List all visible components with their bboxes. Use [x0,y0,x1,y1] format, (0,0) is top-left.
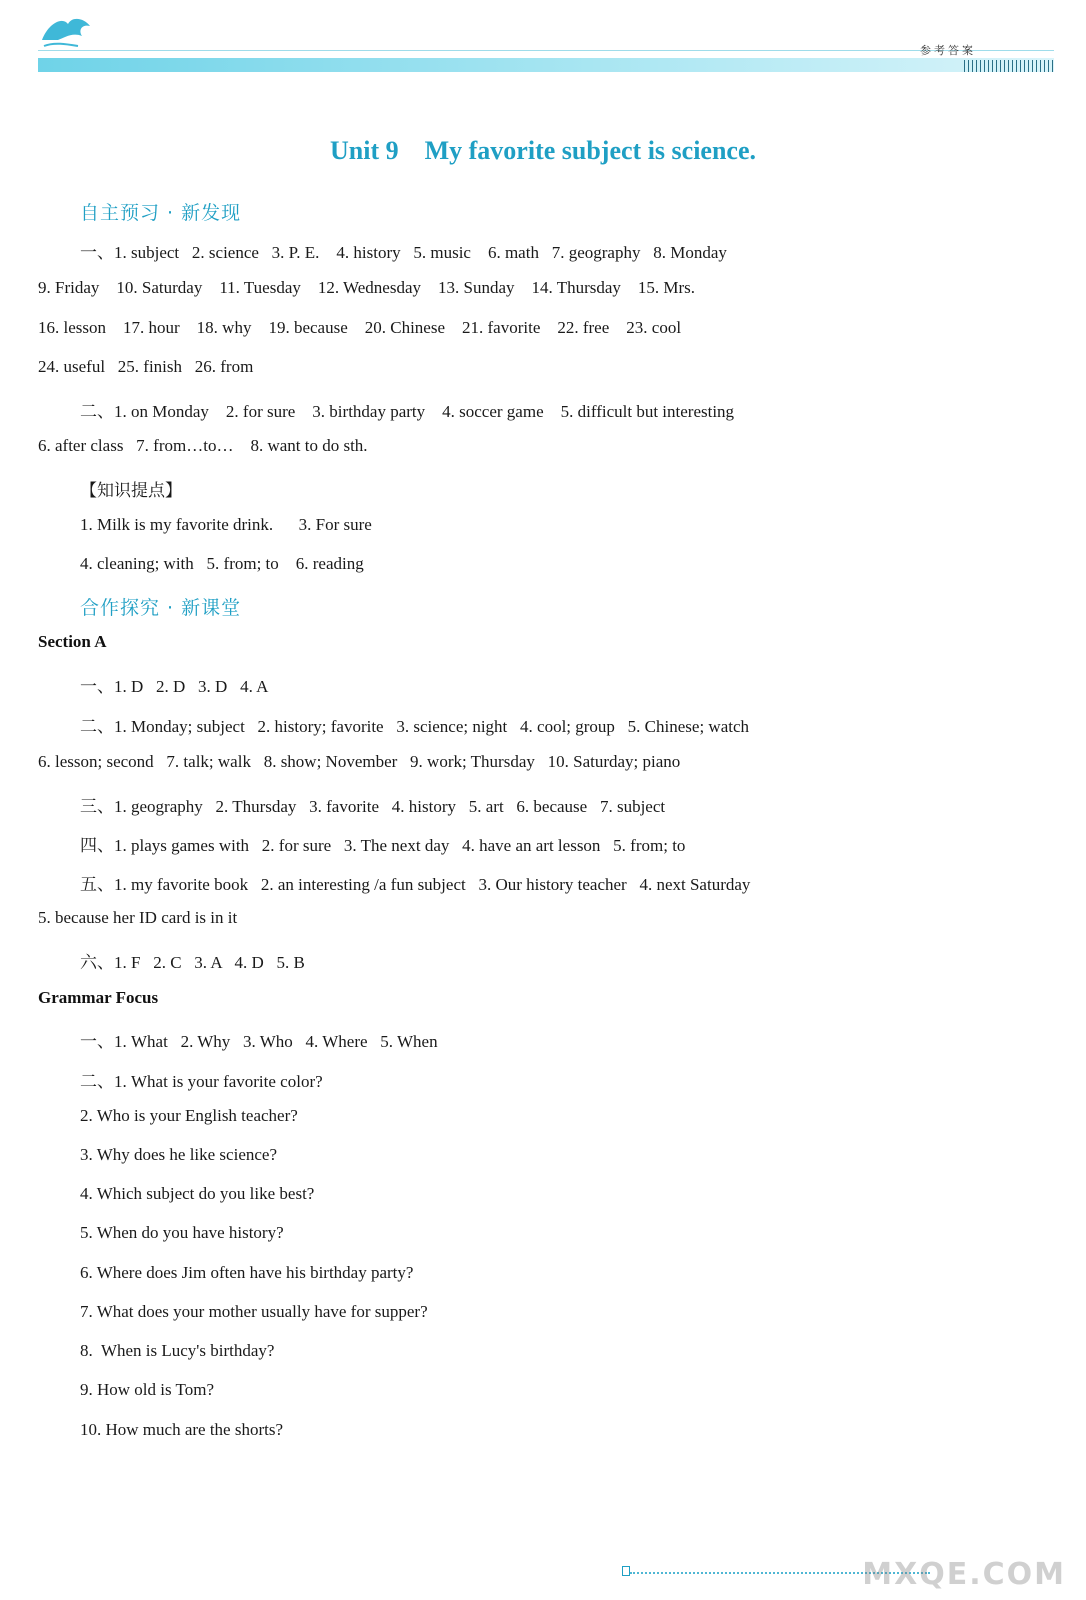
logo-icon [38,10,98,50]
header-title: 参考答案 [920,44,976,57]
answer-line: 三、1. geography 2. Thursday 3. favorite 4. history 5. art 6. because 7. subject [80,797,666,816]
answer-line: 5. because her ID card is in it [38,908,238,927]
knowledge-tip-label: 【知识提点】 [80,481,182,501]
answer-line: 2. Who is your English teacher? [80,1106,298,1125]
header-band [38,58,1054,72]
answer-line: 五、1. my favorite book 2. an interesting /a fun subject 3. Our history teacher 4. next Saturday [80,875,751,894]
answer-line: 24. useful 25. finish 26. from [38,357,254,376]
answer-line: 9. How old is Tom? [80,1380,215,1399]
sub-head-section-a: Section A [38,632,107,651]
answer-line: 16. lesson 17. hour 18. why 19. because 20. Chinese 21. favorite 22. free 23. cool [38,318,682,337]
watermark: MXQE.COM [862,1557,1066,1592]
answer-line: 二、1. on Monday 2. for sure 3. birthday party 4. soccer game 5. difficult but interesting [80,402,735,421]
answer-line: 4. cleaning; with 5. from; to 6. reading [80,554,364,573]
answer-line: 1. Milk is my favorite drink. 3. For sure [80,515,372,534]
page-title: Unit 9 My favorite subject is science. [329,136,757,165]
answer-line: 六、1. F 2. C 3. A 4. D 5. B [80,953,305,972]
answer-line: 6. Where does Jim often have his birthday party? [80,1263,414,1282]
answer-line: 一、1. D 2. D 3. D 4. A [80,677,269,696]
section-head-preview: 自主预习 · 新发现 [80,202,242,224]
answer-line: 3. Why does he like science? [80,1145,278,1164]
section-head-explore: 合作探究 · 新课堂 [80,597,242,619]
answer-line: 7. What does your mother usually have for supper? [80,1302,428,1321]
header-ticks [964,60,1054,72]
answer-line: 四、1. plays games with 2. for sure 3. The next day 4. have an art lesson 5. from; to [80,836,686,855]
sub-head-grammar-focus: Grammar Focus [38,988,159,1007]
answer-line: 5. When do you have history? [80,1223,284,1242]
answer-line: 一、1. What 2. Why 3. Who 4. Where 5. When [80,1032,438,1051]
header-divider [38,50,1054,51]
footer-mark [622,1566,630,1576]
answer-line: 一、1. subject 2. science 3. P. E. 4. history 5. music 6. math 7. geography 8. Monday [80,243,727,262]
answer-line: 6. after class 7. from…to… 8. want to do sth. [38,436,368,455]
answer-line: 9. Friday 10. Saturday 11. Tuesday 12. Wednesday 13. Sunday 14. Thursday 15. Mrs. [38,278,696,297]
answer-line: 4. Which subject do you like best? [80,1184,315,1203]
answer-line: 8. When is Lucy's birthday? [80,1341,275,1360]
answer-line: 6. lesson; second 7. talk; walk 8. show; November 9. work; Thursday 10. Saturday; piano [38,752,681,771]
answer-line: 10. How much are the shorts? [80,1420,284,1439]
answer-line: 二、1. Monday; subject 2. history; favorite 3. science; night 4. cool; group 5. Chinese; watch [80,717,750,736]
answer-line: 二、1. What is your favorite color? [80,1072,323,1091]
